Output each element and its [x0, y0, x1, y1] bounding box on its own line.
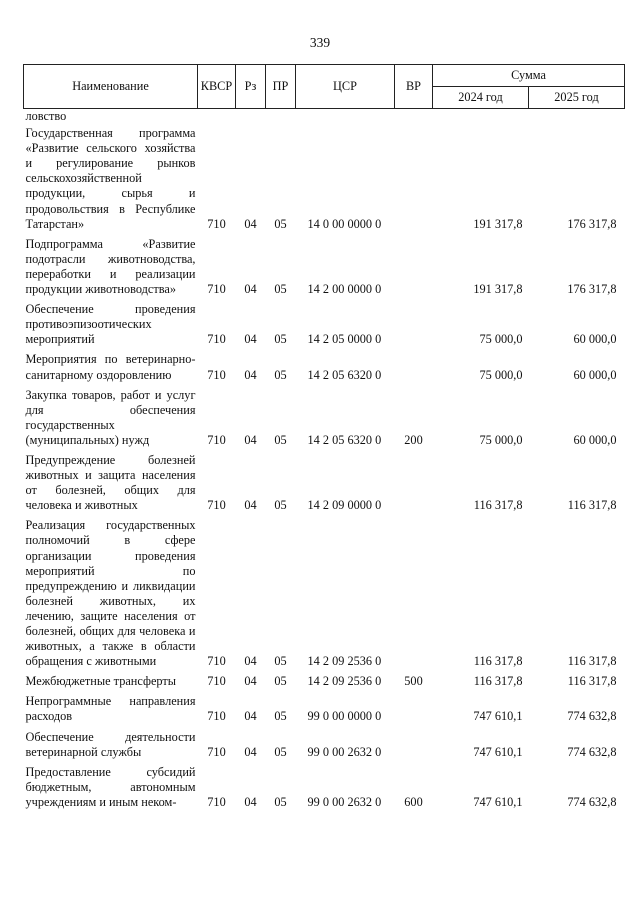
- row-rz: 04: [244, 282, 257, 297]
- row-sum-2024: [433, 109, 529, 127]
- row-kvsr: 710: [207, 744, 226, 759]
- row-name: Закупка товаров, работ и услуг для обеспечения государственных (муниципальных) нужд: [25, 387, 196, 447]
- row-sum-2025: 116 317,8: [567, 674, 617, 689]
- row-sum-2024: 116 317,8: [473, 498, 523, 513]
- row-pr: 05: [274, 794, 287, 809]
- row-pr: 05: [274, 709, 287, 724]
- row-csr: 14 0 00 0000 0: [307, 216, 382, 231]
- row-sum-2024: 747 610,1: [473, 794, 523, 809]
- row-name: Межбюджетные трансферты: [25, 674, 177, 689]
- row-rz: 04: [244, 744, 257, 759]
- row-name: Предупреждение болезней животных и защита населения от болезней, общих для человека и животных: [25, 452, 196, 513]
- table-row: [24, 388, 625, 453]
- row-sum-2025: 116 317,8: [567, 498, 617, 513]
- row-rz: [236, 109, 266, 127]
- row-sum-2025: 774 632,8: [567, 709, 617, 724]
- row-csr: 99 0 00 2632 0: [307, 794, 382, 809]
- row-rz: 04: [244, 674, 257, 689]
- row-csr: 14 2 09 0000 0: [307, 498, 382, 513]
- row-rz: 04: [244, 498, 257, 513]
- table-row: [24, 518, 625, 674]
- row-sum-2024: 747 610,1: [473, 744, 523, 759]
- row-name: Предоставление субсидий бюджетным, автономным учреждениям и иным неком-: [25, 764, 196, 809]
- row-csr: [296, 109, 395, 127]
- row-rz: 04: [244, 709, 257, 724]
- budget-table: [23, 64, 625, 815]
- row-pr: [266, 109, 296, 127]
- table-row: [24, 352, 625, 387]
- row-rz: 04: [244, 367, 257, 382]
- table-header: [24, 65, 625, 109]
- row-vr: [395, 518, 433, 674]
- row-pr: 05: [274, 654, 287, 669]
- row-csr: 14 2 09 2536 0: [307, 654, 382, 669]
- row-kvsr: 710: [207, 332, 226, 347]
- row-rz: 04: [244, 216, 257, 231]
- row-csr: 14 2 00 0000 0: [307, 282, 382, 297]
- row-csr: 99 0 00 2632 0: [307, 744, 382, 759]
- row-name: Обеспечение проведения противоэпизоотических мероприятий: [25, 302, 196, 347]
- row-rz: 04: [244, 654, 257, 669]
- row-name: Непрограммные направления расходов: [25, 694, 196, 724]
- table-row: [24, 765, 625, 815]
- row-sum-2024: 191 317,8: [473, 282, 523, 297]
- row-name: Обеспечение деятельности ветеринарной службы: [25, 729, 196, 759]
- row-kvsr: 710: [207, 674, 226, 689]
- row-pr: 05: [274, 744, 287, 759]
- row-vr: [395, 126, 433, 237]
- row-pr: 05: [274, 432, 287, 447]
- row-vr: 200: [404, 432, 423, 447]
- row-csr: 14 2 05 0000 0: [307, 332, 382, 347]
- row-vr: [395, 302, 433, 352]
- table-row: [24, 109, 625, 127]
- row-vr: [395, 352, 433, 387]
- row-sum-2025: 60 000,0: [573, 367, 617, 382]
- row-vr: [395, 109, 433, 127]
- table-row: [24, 730, 625, 765]
- table-row: [24, 302, 625, 352]
- row-sum-2025: 116 317,8: [567, 654, 617, 669]
- row-kvsr: 710: [207, 367, 226, 382]
- row-rz: 04: [244, 332, 257, 347]
- row-csr: 14 2 05 6320 0: [307, 367, 382, 382]
- row-sum-2025: [529, 109, 625, 127]
- row-kvsr: 710: [207, 216, 226, 231]
- header-pr: ПР: [266, 65, 296, 109]
- header-year-2024: 2024 год: [433, 87, 529, 109]
- row-sum-2024: 116 317,8: [473, 654, 523, 669]
- row-rz: 04: [244, 794, 257, 809]
- row-sum-2025: 774 632,8: [567, 794, 617, 809]
- row-kvsr: 710: [207, 498, 226, 513]
- row-sum-2024: 75 000,0: [479, 332, 523, 347]
- row-pr: 05: [274, 332, 287, 347]
- row-pr: 05: [274, 498, 287, 513]
- table-row: [24, 237, 625, 302]
- row-sum-2025: 774 632,8: [567, 744, 617, 759]
- table-row: [24, 126, 625, 237]
- row-kvsr: 710: [207, 709, 226, 724]
- header-sum: Сумма: [433, 65, 625, 87]
- row-sum-2024: 75 000,0: [479, 432, 523, 447]
- header-name: Наименование: [24, 65, 198, 109]
- header-rz: Рз: [236, 65, 266, 109]
- row-rz: 04: [244, 432, 257, 447]
- header-kvsr: КВСР: [198, 65, 236, 109]
- table-row: [24, 453, 625, 518]
- row-sum-2025: 176 317,8: [567, 216, 617, 231]
- row-sum-2024: 747 610,1: [473, 709, 523, 724]
- row-name: ловство: [25, 109, 67, 123]
- row-vr: 500: [404, 674, 423, 689]
- table-row: [24, 674, 625, 694]
- table-body: [24, 109, 625, 816]
- header-year-2025: 2025 год: [529, 87, 625, 109]
- row-pr: 05: [274, 282, 287, 297]
- row-name: Государственная программа «Развитие сельского хозяйства и регулирование рынков сельскохозяйственной продукции, сырья и продовольствия в Республике Татарстан»: [25, 126, 196, 231]
- row-sum-2024: 116 317,8: [473, 674, 523, 689]
- row-sum-2025: 60 000,0: [573, 332, 617, 347]
- row-pr: 05: [274, 674, 287, 689]
- row-name: Реализация государственных полномочий в сфере организации проведения мероприятий по предупреждению и ликвидации болезней животных, их лечению, защите населения от болезней, общих для человека и животных, а также в области обращения с животными: [25, 518, 196, 669]
- row-vr: [395, 237, 433, 302]
- row-sum-2024: 75 000,0: [479, 367, 523, 382]
- header-vr: ВР: [395, 65, 433, 109]
- row-vr: [395, 730, 433, 765]
- row-sum-2025: 60 000,0: [573, 432, 617, 447]
- row-csr: 99 0 00 0000 0: [307, 709, 382, 724]
- row-kvsr: 710: [207, 432, 226, 447]
- row-sum-2025: 176 317,8: [567, 282, 617, 297]
- row-vr: [395, 694, 433, 729]
- page-number: 339: [309, 35, 331, 50]
- row-pr: 05: [274, 216, 287, 231]
- row-vr: [395, 453, 433, 518]
- row-name: Подпрограмма «Развитие подотрасли животноводства, переработки и реализации продукции животноводства»: [25, 236, 196, 297]
- row-kvsr: [198, 109, 236, 127]
- row-csr: 14 2 09 2536 0: [307, 674, 382, 689]
- row-vr: 600: [404, 794, 423, 809]
- header-csr: ЦСР: [296, 65, 395, 109]
- row-kvsr: 710: [207, 654, 226, 669]
- row-sum-2024: 191 317,8: [473, 216, 523, 231]
- row-name: Мероприятия по ветеринарно-санитарному оздоровлению: [25, 352, 196, 382]
- row-csr: 14 2 05 6320 0: [307, 432, 382, 447]
- row-kvsr: 710: [207, 794, 226, 809]
- row-pr: 05: [274, 367, 287, 382]
- row-kvsr: 710: [207, 282, 226, 297]
- table-row: [24, 694, 625, 729]
